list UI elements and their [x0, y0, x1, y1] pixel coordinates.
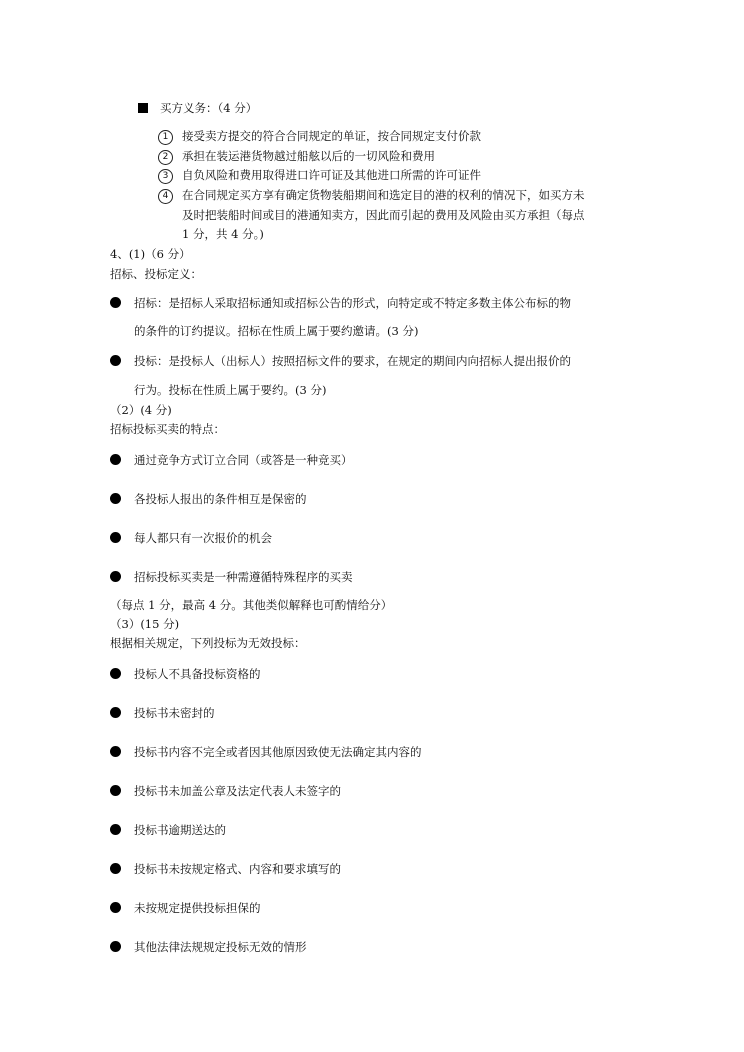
bullet-icon [110, 941, 121, 952]
invalid-bid-item: 投标人不具备投标资格的 [134, 667, 261, 681]
tender-definition-line-2: 的条件的订约提议。招标在性质上属于要约邀请。(3 分) [134, 324, 419, 338]
feature-item: 各投标人报出的条件相互是保密的 [134, 492, 307, 506]
bullet-icon [110, 493, 121, 504]
bid-definition-line-1: 投标：是投标人（出标人）按照招标文件的要求，在规定的期间内向招标人提出报价的 [134, 354, 571, 368]
q4-part1-label: 4、(1)（6 分） [110, 247, 191, 261]
definition-heading: 招标、投标定义： [110, 267, 202, 281]
invalid-bids-heading: 根据相关规定，下列投标为无效投标： [110, 636, 306, 650]
buyer-item-1: 接受卖方提交的符合合同规定的单证，按合同规定支付价款 [182, 129, 481, 143]
circled-number-4: 4 [158, 189, 173, 204]
features-scoring-note: （每点 1 分，最高 4 分。其他类似解释也可酌情给分） [110, 598, 393, 612]
q4-part2-label: （2）(4 分) [110, 403, 172, 417]
buyer-obligations-heading: 买方义务：（4 分） [160, 101, 258, 115]
bullet-icon [110, 746, 121, 757]
invalid-bid-item: 投标书未按规定格式、内容和要求填写的 [134, 862, 341, 876]
bullet-icon [110, 454, 121, 465]
q4-part3-label: （3）(15 分) [110, 617, 180, 631]
bullet-icon [110, 668, 121, 679]
invalid-bid-item: 投标书未加盖公章及法定代表人未签字的 [134, 784, 341, 798]
bullet-icon [110, 902, 121, 913]
buyer-item-3: 自负风险和费用取得进口许可证及其他进口所需的许可证件 [182, 168, 481, 182]
bullet-icon [110, 532, 121, 543]
bullet-icon [110, 785, 121, 796]
tender-definition-line-1: 招标：是招标人采取招标通知或招标公告的形式，向特定或不特定多数主体公布标的物 [134, 296, 571, 310]
invalid-bid-item: 其他法律法规规定投标无效的情形 [134, 940, 307, 954]
feature-item: 每人都只有一次报价的机会 [134, 531, 272, 545]
invalid-bid-item: 投标书未密封的 [134, 706, 215, 720]
feature-item: 招标投标买卖是一种需遵循特殊程序的买卖 [134, 570, 353, 584]
feature-item: 通过竞争方式订立合同（或答是一种竞买） [134, 453, 353, 467]
invalid-bid-item: 投标书内容不完全或者因其他原因致使无法确定其内容的 [134, 745, 422, 759]
invalid-bid-item: 未按规定提供投标担保的 [134, 901, 261, 915]
bullet-icon [110, 824, 121, 835]
bullet-icon [110, 297, 121, 308]
bid-definition-line-2: 行为。投标在性质上属于要约。(3 分) [134, 383, 327, 397]
bullet-icon [110, 707, 121, 718]
bullet-icon [110, 571, 121, 582]
buyer-item-4-line-3: 1 分，共 4 分。) [182, 227, 264, 241]
buyer-item-2: 承担在装运港货物越过船舷以后的一切风险和费用 [182, 149, 435, 163]
circled-number-3: 3 [158, 169, 173, 184]
buyer-item-4-line-1: 在合同规定买方享有确定货物装船期间和选定目的港的权利的情况下，如买方未 [182, 188, 585, 202]
invalid-bid-item: 投标书逾期送达的 [134, 823, 226, 837]
circled-number-1: 1 [158, 130, 173, 145]
square-bullet-icon [138, 103, 148, 113]
features-heading: 招标投标买卖的特点： [110, 422, 225, 436]
circled-number-2: 2 [158, 150, 173, 165]
buyer-item-4-line-2: 及时把装船时间或目的港通知卖方，因此而引起的费用及风险由买方承担（每点 [182, 208, 585, 222]
bullet-icon [110, 863, 121, 874]
bullet-icon [110, 355, 121, 366]
